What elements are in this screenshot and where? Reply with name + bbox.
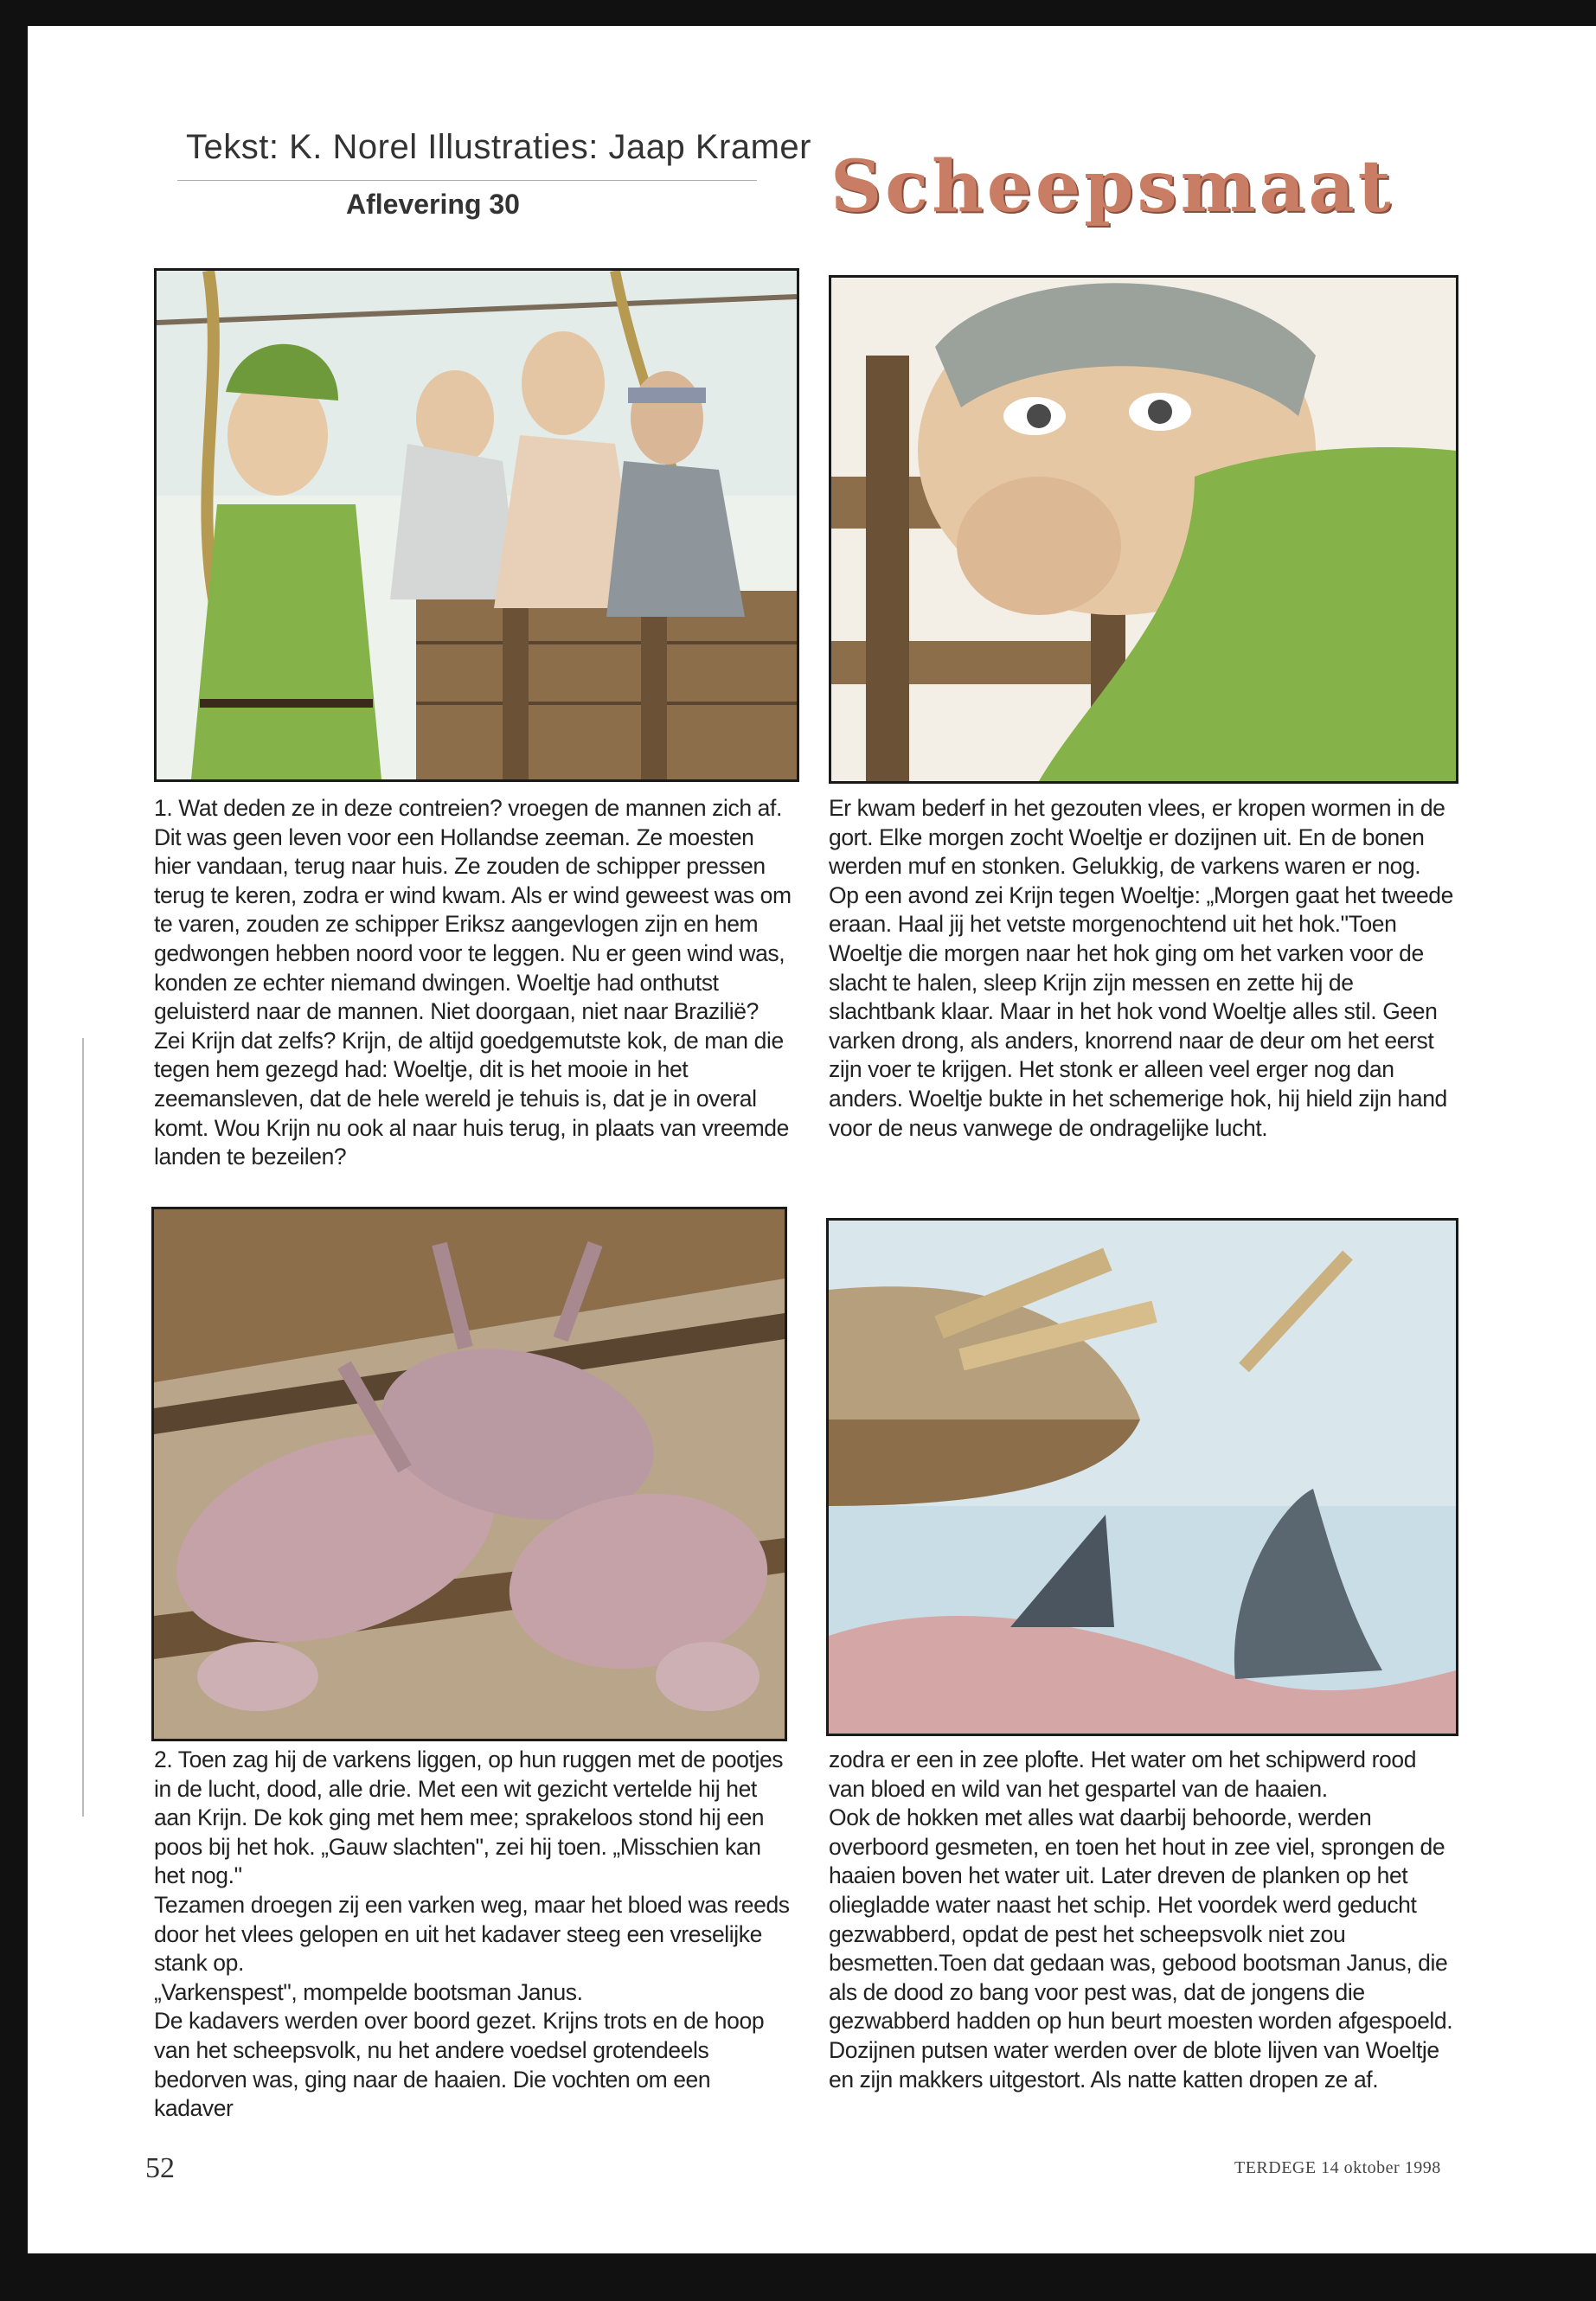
scan-edge-top: [0, 0, 1596, 26]
scan-edge-left: [0, 0, 28, 2301]
paragraph: 1. Wat deden ze in deze contreien? vroegen de mannen zich af. Dit was geen leven voor een Hollandse zeeman. Ze moesten hier vandaan, terug naar huis. Ze zouden de schipper pressen terug te keren, zodra er wind kwam. Als er wind geweest was om te varen, zouden ze schipper Eriksz aangevlogen zijn en hem gedwongen hebben noord voor te leggen. Nu er geen wind was, konden ze echter niemand dwingen. Woeltje had onthutst geluisterd naar de mannen. Niet doorgaan, niet naar Brazilië? Zei Krijn dat zelfs? Krijn, de altijd goedgemutste kok, de man die tegen hem gezegd had: Woeltje, dit is het mooie in het zeemansleven, dat de hele wereld je tehuis is, dat je in overal komt. Wou Krijn nu ook al naar huis terug, in plaats van vreemde landen te bezeilen?: [154, 795, 792, 1170]
sailors-scene-icon: [157, 271, 797, 779]
article-column-2: [829, 794, 1453, 1143]
story-title: Scheepsmaat: [830, 145, 1394, 228]
scan-artifact-line: [82, 1038, 84, 1817]
page-number: 52: [145, 2152, 175, 2184]
article-column-3: [154, 1746, 794, 2124]
boy-closeup-icon: [831, 278, 1456, 781]
illustration-panel-3: [151, 1207, 787, 1741]
illustration-panel-1: [154, 268, 799, 782]
paragraph: zodra er een in zee plofte. Het water om het schipwerd rood van bloed en wild van het gespartel van de haaien.: [829, 1747, 1417, 1802]
article-column-4: [829, 1746, 1453, 2094]
dead-pigs-icon: [154, 1209, 785, 1739]
publication-footer: TERDEGE 14 oktober 1998: [1234, 2158, 1441, 2177]
byline: Tekst: K. Norel Illustraties: Jaap Kramer: [186, 128, 811, 166]
paragraph: 2. Toen zag hij de varkens liggen, op hun ruggen met de pootjes in de lucht, dood, alle drie. Met een wit gezicht vertelde hij het aan Krijn. De kok ging met hem mee; sprakeloos stond hij een poos bij het hok. „Gauw slachten", zei hij toen. „Misschien kan het nog.": [154, 1747, 784, 1889]
sharks-and-planks-icon: [829, 1221, 1456, 1734]
paragraph: De kadavers werden over boord gezet. Krijns trots en de hoop van het scheepsvolk, nu het andere voedsel grotendeels bedorven was, ging naar de haaien. Die vochten om een kadaver: [154, 2008, 765, 2122]
article-column-1: [154, 794, 794, 1172]
illustration-panel-2: [829, 275, 1458, 784]
paragraph: Op een avond zei Krijn tegen Woeltje: „Morgen gaat het tweede eraan. Haal jij het vetste morgenochtend uit het hok."Toen Woeltje die morgen naar het hok ging om het varken voor de slacht te halen, sleep Krijn zijn messen en zette hij de slachtbank klaar. Maar in het hok vond Woeltje alles stil. Geen varken drong, als anders, knorrend naar de deur om het eerst zijn voer te krijgen. Het stonk er alleen veel erger nog dan anders. Woeltje bukte in het schemerige hok, hij hield zijn hand voor de neus vanwege de ondragelijke lucht.: [829, 881, 1453, 1141]
paragraph: „Varkenspest", mompelde bootsman Janus.: [154, 1978, 583, 2005]
paragraph: Tezamen droegen zij een varken weg, maar het bloed was reeds door het vlees gelopen en uit het kadaver steeg een vreselijke stank op.: [154, 1891, 790, 1977]
paragraph: Er kwam bederf in het gezouten vlees, er kropen wormen in de gort. Elke morgen zocht Woeltje er dozijnen uit. En de bonen werden muf en stonken. Gelukkig, de varkens waren er nog.: [829, 795, 1445, 880]
scan-edge-bottom: [0, 2253, 1596, 2301]
paragraph: Ook de hokken met alles wat daarbij behoorde, werden overboord gesmeten, en toen het hout in zee viel, sprongen de haaien boven het water uit. Later dreven de planken op het oliegladde water naast het schip. Het voordek werd geducht gezwabberd, opdat de pest het scheepsvolk niet zou besmetten.Toen dat gedaan was, gebood bootsman Janus, die als de dood zo bang voor pest was, dat de jongens die gezwabberd hadden op hun beurt moesten worden afgespoeld. Dozijnen putsen water werden over de blote lijven van Woeltje en zijn makkers uitgestort. Als natte katten dropen ze af.: [829, 1804, 1453, 2093]
episode-label: Aflevering 30: [346, 189, 520, 220]
illustration-panel-4: [826, 1218, 1458, 1736]
byline-divider: [177, 180, 757, 181]
